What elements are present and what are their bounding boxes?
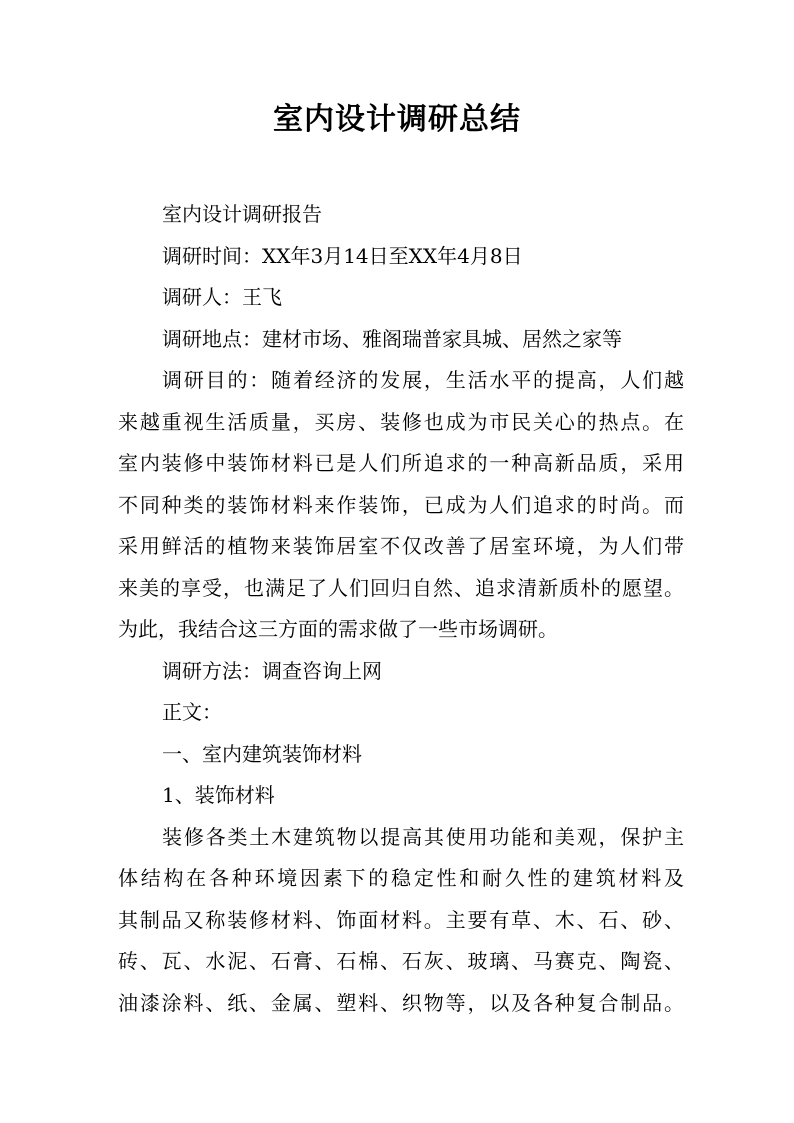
body-line: 室内设计调研报告: [162, 202, 322, 226]
body-line: 正文：: [162, 700, 222, 724]
subsection-heading: 1、装饰材料: [162, 783, 275, 807]
section-heading: 一、室内建筑装饰材料: [162, 741, 362, 766]
body-line: 调研目的：随着经济的发展，生活水平的提高，人们越: [162, 368, 684, 392]
body-line: 调研人：王飞: [162, 285, 282, 309]
body-line: 不同种类的装饰材料来作装饰，已成为人们追求的时尚。而: [118, 492, 684, 517]
body-line: 来越重视生活质量，买房、装修也成为市民关心的热点。在: [118, 409, 684, 434]
body-line: 调研地点：建材市场、雅阁瑞普家具城、居然之家等: [162, 326, 622, 351]
body-line: 调研时间：XX年3月14日至XX年4月8日: [162, 243, 523, 268]
body-line: 采用鲜活的植物来装饰居室不仅改善了居室环境，为人们带: [118, 534, 684, 558]
body-line: 体结构在各种环境因素下的稳定性和耐久性的建筑材料及: [118, 866, 684, 890]
body-line: 调研方法：调查咨询上网: [162, 658, 382, 683]
body-line: 油漆涂料、纸、金属、塑料、织物等，以及各种复合制品。: [118, 990, 684, 1015]
body-line: 砖、瓦、水泥、石膏、石棉、石灰、玻璃、马赛克、陶瓷、: [118, 949, 684, 973]
body-line: 室内装修中装饰材料已是人们所追求的一种高新品质，采用: [118, 451, 684, 475]
body-line: 其制品又称装修材料、饰面材料。主要有草、木、石、砂、: [118, 907, 684, 932]
document-title: 室内设计调研总结: [273, 102, 521, 137]
body-line: 来美的享受，也满足了人们回归自然、追求清新质朴的愿望。: [118, 575, 684, 600]
document-body: [118, 194, 684, 1024]
body-line: 为此，我结合这三方面的需求做了一些市场调研。: [118, 617, 558, 641]
body-line: 装修各类土木建筑物以提高其使用功能和美观，保护主: [162, 824, 684, 849]
